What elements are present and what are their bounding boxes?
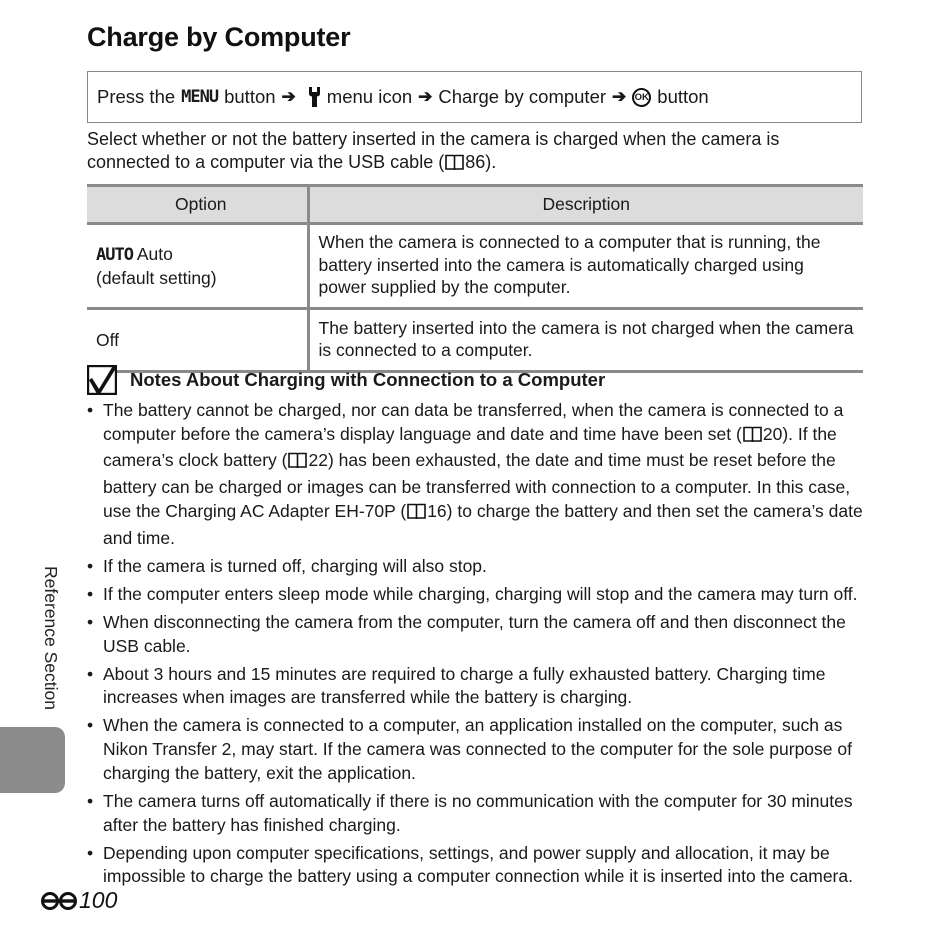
intro-ref-page: 86 — [465, 152, 486, 172]
notes-heading-block — [87, 365, 605, 395]
list-item: • Depending upon computer specifications, settings, and power supply and allocation, it may be impossible to charge the battery using a computer connection while it is inserted into the camera. — [87, 842, 867, 889]
page-title: Charge by Computer — [87, 22, 351, 52]
list-item: • About 3 hours and 15 minutes are required to charge a fully exhausted battery. Charging time increases when images are transferred while the battery is charging. — [87, 663, 867, 710]
header-option: Option — [87, 186, 308, 224]
table-row — [87, 224, 863, 309]
option-label: Auto — [136, 244, 173, 264]
list-item — [87, 399, 867, 550]
notes-heading: Notes About Charging with Connection to a Computer — [130, 369, 606, 390]
description-cell: The battery inserted into the camera is not charged when the camera is connected to a computer. — [308, 309, 863, 372]
page-number: 100 — [79, 887, 118, 913]
intro-text: Select whether or not the battery inserted in the camera is charged when the camera is connected to a computer via the USB cable ( — [87, 129, 780, 172]
path-item-text: Charge by computer — [438, 86, 607, 107]
table-row — [87, 309, 863, 372]
path-press-text: Press the — [97, 86, 176, 107]
section-tab-marker — [0, 727, 65, 793]
reference-section-icon — [41, 890, 77, 912]
intro-paragraph — [87, 128, 857, 177]
list-item: • If the computer enters sleep mode while charging, charging will stop and the camera may turn off. — [87, 583, 867, 607]
path-arrow: ➔ — [612, 87, 627, 106]
bullet-text: ). If the camera’s clock battery ( — [103, 423, 837, 471]
book-ref-icon — [445, 154, 464, 177]
menu-button-glyph: MENU — [181, 87, 219, 107]
bullet-text: ) to charge the battery and then set the camera’s date and time. — [103, 500, 863, 548]
table-header-row — [87, 186, 863, 224]
book-ref-icon — [407, 503, 426, 527]
ref-page: 22 — [308, 450, 328, 471]
options-table — [87, 184, 863, 373]
header-description: Description — [308, 186, 863, 224]
bullet-text: The battery cannot be charged, nor can data be transferred, when the camera is connected to a computer before the camera’s display language and date and time have been set ( — [103, 400, 844, 444]
ref-page: 16 — [427, 500, 447, 521]
description-cell: When the camera is connected to a computer that is running, the battery inserted into the camera is automatically charged using power supplied by the computer. — [308, 224, 863, 309]
intro-text-end: ). — [485, 152, 497, 172]
wrench-icon — [308, 87, 321, 107]
path-arrow: ➔ — [418, 87, 433, 106]
list-item: • When the camera is connected to a computer, an application installed on the computer, such as Nikon Transfer 2, may start. If the camera was connected to the computer for the sole purpose of charging the battery, exit the application. — [87, 714, 867, 785]
list-item: • The camera turns off automatically if there is no communication with the computer for 30 minutes after the battery has finished charging. — [87, 790, 867, 837]
section-side-label: Reference Section — [41, 566, 61, 710]
list-item: • If the camera is turned off, charging will also stop. — [87, 555, 867, 579]
option-cell: Off — [87, 309, 308, 372]
auto-mode-glyph: AUTO — [96, 245, 133, 265]
ok-button-icon: OK — [632, 88, 651, 107]
list-item: • When disconnecting the camera from the computer, turn the camera off and then disconnect the USB cable. — [87, 611, 867, 658]
book-ref-icon — [743, 426, 762, 450]
option-sublabel: (default setting) — [96, 267, 217, 288]
book-ref-icon — [288, 452, 307, 476]
menu-path-box — [87, 71, 862, 123]
path-menu-icon-text: menu icon — [326, 86, 413, 107]
checkmark-icon — [87, 365, 117, 395]
ref-page: 20 — [762, 423, 783, 444]
bullet-text: ) has been exhausted, the date and time must be reset before the battery can be charged or images can be transferred with connection to a computer. In this case, use the Charging AC Adapter EH-70P ( — [103, 450, 851, 521]
path-arrow: ➔ — [281, 87, 296, 106]
notes-list — [87, 399, 867, 893]
path-button-end-text: button — [657, 86, 709, 107]
page-number-block — [41, 887, 117, 914]
path-button-text: button — [224, 86, 276, 107]
option-cell — [87, 224, 308, 309]
